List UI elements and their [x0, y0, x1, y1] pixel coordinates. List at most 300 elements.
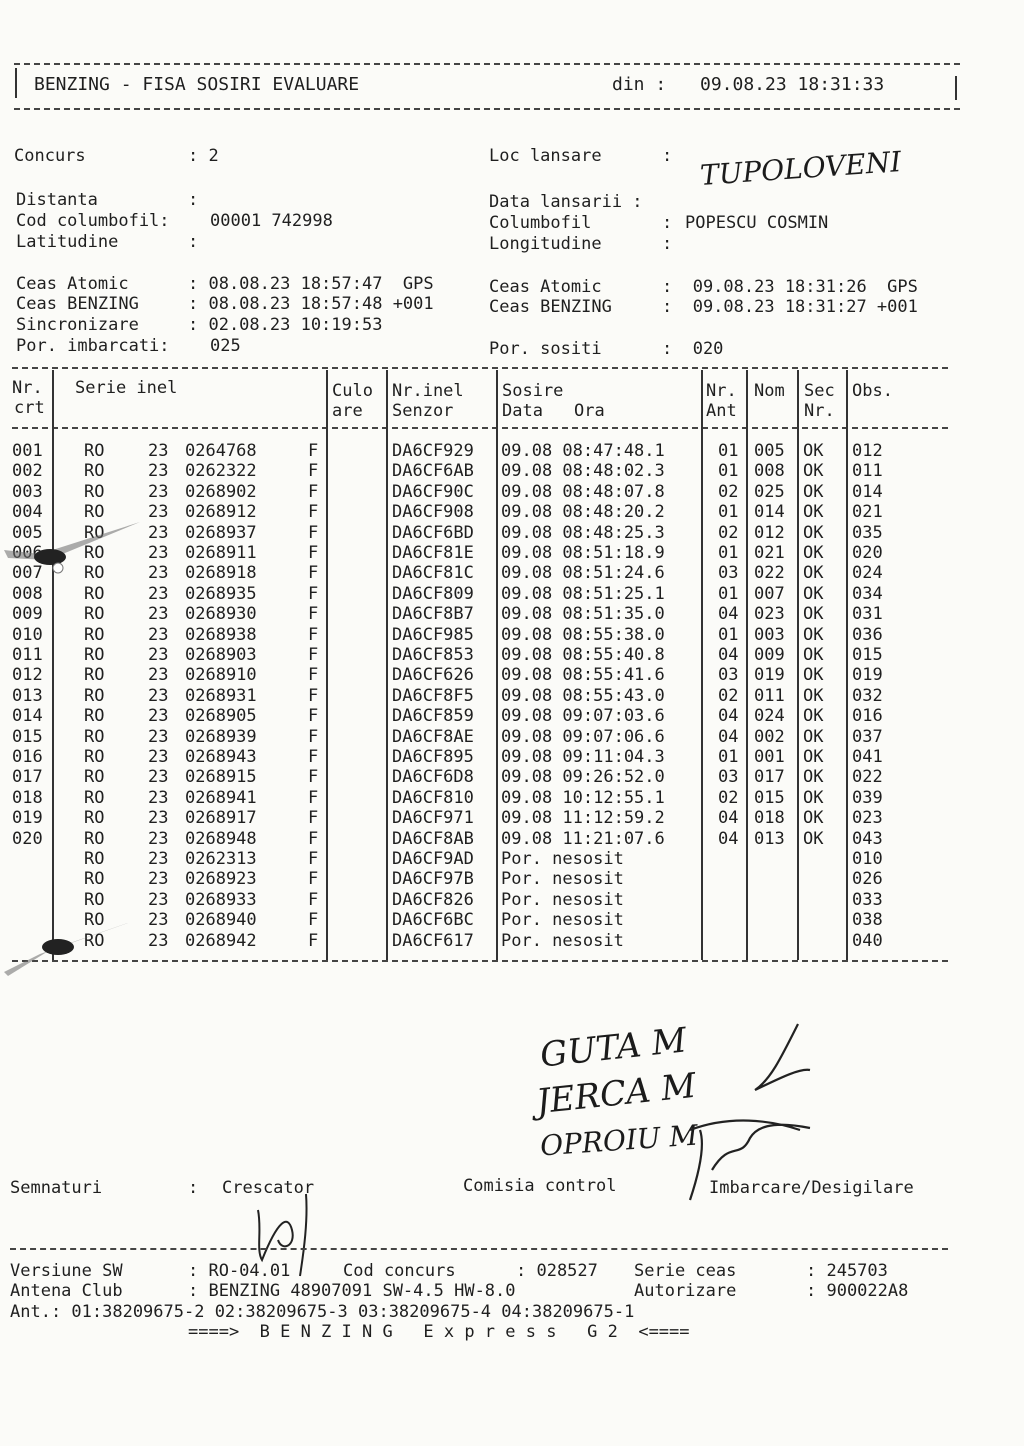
cell-year: 23: [148, 808, 169, 829]
cell-ring: 0268903: [185, 645, 257, 665]
cell-ant: 03: [718, 665, 739, 686]
serie-ceas-value: : 245703: [806, 1261, 888, 1281]
cell-sec: OK: [803, 808, 824, 829]
columbofil-value: POPESCU COSMIN: [685, 213, 829, 233]
cell-country: RO: [84, 645, 105, 665]
cell-sensor: DA6CF8AE: [392, 726, 474, 747]
cell-crt: 002: [12, 461, 43, 482]
th-ora: Ora: [574, 401, 605, 421]
th-are: are: [332, 401, 363, 421]
cell-sensor: DA6CF859: [392, 706, 474, 727]
cell-ring: 0268918: [185, 563, 257, 584]
cell-nom: 023: [754, 604, 785, 625]
table-row: [0, 829, 1024, 849]
cell-arrival: Por. nesosit: [501, 869, 624, 890]
table-row: [0, 788, 1024, 808]
th-nr: Nr.: [12, 378, 43, 398]
cell-country: RO: [84, 665, 105, 686]
header-right-border: [955, 76, 957, 100]
cell-year: 23: [148, 522, 169, 543]
cell-obs: 034: [852, 583, 883, 604]
cell-country: RO: [84, 849, 105, 869]
cell-crt: 016: [12, 747, 43, 767]
crescator-label: Crescator: [222, 1178, 315, 1198]
cell-year: 23: [148, 889, 169, 910]
table-row: [0, 890, 1024, 910]
cell-crt: 014: [12, 706, 43, 727]
cell-sex: F: [308, 747, 319, 767]
cell-ant: 04: [718, 828, 739, 849]
cell-ring: 0268939: [185, 726, 257, 747]
cell-sec: OK: [803, 706, 824, 727]
cell-crt: 008: [12, 583, 43, 604]
loc-lansare-sep: :: [662, 146, 673, 166]
cell-country: RO: [84, 441, 105, 461]
cell-obs: 022: [852, 767, 883, 788]
cell-sensor: DA6CF895: [392, 747, 474, 767]
cell-country: RO: [84, 706, 105, 727]
cell-country: RO: [84, 502, 105, 523]
cell-ring: 0268935: [185, 583, 257, 604]
th-ant: Ant: [706, 401, 737, 421]
autorizare-value: : 900022A8: [806, 1281, 909, 1301]
cell-crt: 011: [12, 645, 43, 665]
cell-year: 23: [148, 461, 169, 482]
th-nr-inel: Nr.inel: [392, 381, 464, 401]
cell-crt: 007: [12, 563, 43, 584]
th-culo: Culo: [332, 381, 373, 401]
cell-country: RO: [84, 583, 105, 604]
report-date: 09.08.23 18:31:33: [700, 74, 885, 95]
cell-obs: 023: [852, 808, 883, 829]
cell-nom: 024: [754, 706, 785, 727]
th-sec-nr: Nr.: [804, 401, 835, 421]
cod-concurs-value: : 028527: [516, 1261, 598, 1281]
cell-year: 23: [148, 828, 169, 849]
cell-ant: 01: [718, 583, 739, 604]
cell-sec: OK: [803, 604, 824, 625]
table-top-rule: [12, 367, 948, 369]
ceas-atomic-end-label: Ceas Atomic: [489, 277, 602, 297]
ceas-atomic-start-label: Ceas Atomic: [16, 274, 129, 294]
th-obs: Obs.: [852, 381, 893, 401]
table-row: [0, 645, 1024, 665]
cell-nom: 022: [754, 563, 785, 584]
cell-ant: 01: [718, 502, 739, 523]
cell-crt: 020: [12, 828, 43, 849]
cell-nom: 009: [754, 645, 785, 665]
cell-country: RO: [84, 910, 105, 931]
cell-arrival: 09.08 09:26:52.0: [501, 767, 665, 788]
cell-year: 23: [148, 624, 169, 645]
cell-sex: F: [308, 910, 319, 931]
cell-year: 23: [148, 726, 169, 747]
cell-nom: 001: [754, 747, 785, 767]
cell-ant: 02: [718, 481, 739, 502]
table-row: [0, 706, 1024, 726]
autorizare-label: Autorizare: [634, 1281, 737, 1301]
handwritten-name-2: JERCA M: [534, 1065, 698, 1123]
cell-nom: 012: [754, 522, 785, 543]
antena-club-label: Antena Club: [10, 1281, 123, 1301]
cell-arrival: Por. nesosit: [501, 930, 624, 951]
cell-sex: F: [308, 665, 319, 686]
table-row: [0, 767, 1024, 787]
table-row: [0, 808, 1024, 828]
cell-country: RO: [84, 787, 105, 808]
cell-crt: 019: [12, 808, 43, 829]
distanta-label: Distanta: [16, 190, 98, 210]
handwritten-name-3: OPROIU M: [539, 1118, 700, 1163]
sincronizare-label: Sincronizare: [16, 315, 139, 335]
cell-sec: OK: [803, 767, 824, 788]
table-header-rule: [12, 427, 948, 429]
cell-sex: F: [308, 502, 319, 523]
cell-nom: 013: [754, 828, 785, 849]
cell-sensor: DA6CF81E: [392, 543, 474, 563]
cell-sec: OK: [803, 481, 824, 502]
cell-year: 23: [148, 604, 169, 625]
cell-sensor: DA6CF908: [392, 502, 474, 523]
cell-country: RO: [84, 930, 105, 951]
ceas-benzing-start-label: Ceas BENZING: [16, 294, 139, 314]
cell-year: 23: [148, 849, 169, 869]
cell-crt: 005: [12, 522, 43, 543]
cell-obs: 031: [852, 604, 883, 625]
cell-arrival: Por. nesosit: [501, 849, 624, 869]
cell-obs: 011: [852, 461, 883, 482]
cell-nom: 025: [754, 481, 785, 502]
cell-sec: OK: [803, 685, 824, 706]
cell-sec: OK: [803, 583, 824, 604]
cell-obs: 038: [852, 910, 883, 931]
cell-sensor: DA6CF6BC: [392, 910, 474, 931]
comisia-control-label: Comisia control: [463, 1176, 617, 1196]
cell-country: RO: [84, 889, 105, 910]
cell-arrival: 09.08 08:55:40.8: [501, 645, 665, 665]
ceas-benzing-end-value: : 09.08.23 18:31:27 +001: [662, 297, 918, 317]
table-row: [0, 665, 1024, 685]
cell-obs: 020: [852, 543, 883, 563]
cell-sec: OK: [803, 543, 824, 563]
cell-arrival: 09.08 10:12:55.1: [501, 787, 665, 808]
semnaturi-sep: :: [188, 1178, 199, 1198]
cell-sex: F: [308, 849, 319, 869]
cell-nom: 005: [754, 441, 785, 461]
cod-concurs-label: Cod concurs: [343, 1261, 456, 1281]
cell-ring: 0268931: [185, 685, 257, 706]
cell-arrival: 09.08 08:48:25.3: [501, 522, 665, 543]
cell-obs: 024: [852, 563, 883, 584]
cell-sensor: DA6CF8AB: [392, 828, 474, 849]
cell-obs: 032: [852, 685, 883, 706]
cell-year: 23: [148, 767, 169, 788]
cell-sensor: DA6CF8F5: [392, 685, 474, 706]
cell-sex: F: [308, 461, 319, 482]
cell-sec: OK: [803, 502, 824, 523]
seal-mark-bottom: [0, 914, 150, 984]
cell-obs: 040: [852, 930, 883, 951]
cell-arrival: Por. nesosit: [501, 889, 624, 910]
cell-arrival: 09.08 08:51:25.1: [501, 583, 665, 604]
cell-crt: 003: [12, 481, 43, 502]
cell-nom: 015: [754, 787, 785, 808]
cell-sensor: DA6CF853: [392, 645, 474, 665]
cell-obs: 026: [852, 869, 883, 890]
cell-year: 23: [148, 665, 169, 686]
cell-nom: 018: [754, 808, 785, 829]
cell-sex: F: [308, 930, 319, 951]
table-row: [0, 461, 1024, 481]
cell-sec: OK: [803, 747, 824, 767]
table-body: [0, 441, 1024, 961]
cell-country: RO: [84, 522, 105, 543]
th-serie-inel: Serie inel: [75, 378, 178, 398]
cell-crt: 010: [12, 624, 43, 645]
cell-sex: F: [308, 787, 319, 808]
cell-sex: F: [308, 706, 319, 727]
cell-sec: OK: [803, 665, 824, 686]
cell-country: RO: [84, 481, 105, 502]
cell-country: RO: [84, 685, 105, 706]
cell-nom: 019: [754, 665, 785, 686]
cell-year: 23: [148, 787, 169, 808]
cell-year: 23: [148, 747, 169, 767]
table-row: [0, 563, 1024, 583]
cell-country: RO: [84, 624, 105, 645]
cell-nom: 011: [754, 685, 785, 706]
benzing-brand-line: ====> B E N Z I N G E x p r e s s G 2 <====: [188, 1322, 690, 1342]
cell-country: RO: [84, 543, 105, 563]
header-bottom-rule: [14, 108, 960, 110]
cell-sex: F: [308, 481, 319, 502]
cell-crt: 015: [12, 726, 43, 747]
cell-sex: F: [308, 604, 319, 625]
cell-arrival: 09.08 08:47:48.1: [501, 441, 665, 461]
cell-sec: OK: [803, 828, 824, 849]
cell-sex: F: [308, 624, 319, 645]
cell-crt: 013: [12, 685, 43, 706]
cell-arrival: 09.08 08:48:07.8: [501, 481, 665, 502]
cell-sex: F: [308, 685, 319, 706]
cell-ant: 03: [718, 767, 739, 788]
cell-ring: 0268943: [185, 747, 257, 767]
table-row: [0, 625, 1024, 645]
cell-year: 23: [148, 645, 169, 665]
cell-ant: 03: [718, 563, 739, 584]
cell-crt: 012: [12, 665, 43, 686]
columbofil-label: Columbofil: [489, 213, 592, 233]
cell-ring: 0268941: [185, 787, 257, 808]
cell-ant: 01: [718, 624, 739, 645]
loc-lansare-handwritten: TUPOLOVENI: [699, 145, 903, 192]
cell-sensor: DA6CF6BD: [392, 522, 474, 543]
table-row: [0, 727, 1024, 747]
cell-sensor: DA6CF826: [392, 889, 474, 910]
cell-arrival: 09.08 08:55:38.0: [501, 624, 665, 645]
cell-ant: 01: [718, 747, 739, 767]
longitudine-label: Longitudine: [489, 234, 602, 254]
cell-nom: 002: [754, 726, 785, 747]
report-title: BENZING - FISA SOSIRI EVALUARE: [34, 74, 360, 95]
cell-arrival: 09.08 08:55:43.0: [501, 685, 665, 706]
cell-arrival: 09.08 08:48:02.3: [501, 461, 665, 482]
cod-columbofil-value: 00001 742998: [210, 211, 333, 231]
imbarcare-label: Imbarcare/Desigilare: [709, 1178, 914, 1198]
cell-sensor: DA6CF809: [392, 583, 474, 604]
cell-sec: OK: [803, 726, 824, 747]
cell-sec: OK: [803, 645, 824, 665]
table-row: [0, 686, 1024, 706]
data-lansarii-label: Data lansarii :: [489, 192, 643, 212]
cell-ring: 0268938: [185, 624, 257, 645]
cell-sensor: DA6CF90C: [392, 481, 474, 502]
cell-ant: 04: [718, 808, 739, 829]
cell-obs: 015: [852, 645, 883, 665]
concurs-label: Concurs: [14, 146, 86, 166]
cell-country: RO: [84, 828, 105, 849]
cell-obs: 035: [852, 522, 883, 543]
cell-sensor: DA6CF626: [392, 665, 474, 686]
cell-arrival: 09.08 08:55:41.6: [501, 665, 665, 686]
cell-country: RO: [84, 808, 105, 829]
cell-arrival: 09.08 08:51:24.6: [501, 563, 665, 584]
por-sositi-value: : 020: [662, 339, 724, 359]
table-row: [0, 910, 1024, 930]
ceas-benzing-end-label: Ceas BENZING: [489, 297, 612, 317]
cell-nom: 008: [754, 461, 785, 482]
antenna-serials: Ant.: 01:38209675-2 02:38209675-3 03:38209675-4 04:38209675-1: [10, 1302, 635, 1322]
cell-obs: 019: [852, 665, 883, 686]
th-sec: Sec: [804, 381, 835, 401]
cell-sensor: DA6CF985: [392, 624, 474, 645]
table-row: [0, 543, 1024, 563]
ceas-atomic-end-value: : 09.08.23 18:31:26 GPS: [662, 277, 918, 297]
th-nr-ant: Nr.: [706, 381, 737, 401]
cell-ring: 0268930: [185, 604, 257, 625]
cell-year: 23: [148, 583, 169, 604]
cell-ring: 0268917: [185, 808, 257, 829]
cell-sensor: DA6CF929: [392, 441, 474, 461]
cell-obs: 039: [852, 787, 883, 808]
cell-arrival: 09.08 09:11:04.3: [501, 747, 665, 767]
cell-sex: F: [308, 726, 319, 747]
cell-crt: 018: [12, 787, 43, 808]
cell-sec: OK: [803, 624, 824, 645]
table-row: [0, 849, 1024, 869]
longitudine-sep: :: [662, 234, 673, 254]
cell-sec: OK: [803, 522, 824, 543]
sincronizare-value: : 02.08.23 10:19:53: [188, 315, 383, 335]
cell-sex: F: [308, 828, 319, 849]
cell-country: RO: [84, 604, 105, 625]
cell-year: 23: [148, 502, 169, 523]
cell-ant: 01: [718, 461, 739, 482]
cod-columbofil-label: Cod columbofil:: [16, 211, 170, 231]
cell-ant: 04: [718, 706, 739, 727]
cell-arrival: 09.08 11:21:07.6: [501, 828, 665, 849]
cell-year: 23: [148, 706, 169, 727]
ceas-benzing-start-value: : 08.08.23 18:57:48 +001: [188, 294, 434, 314]
cell-arrival: 09.08 08:48:20.2: [501, 502, 665, 523]
latitudine-sep: :: [188, 232, 199, 252]
th-nom: Nom: [754, 381, 785, 401]
cell-sensor: DA6CF971: [392, 808, 474, 829]
cell-sex: F: [308, 645, 319, 665]
cell-sex: F: [308, 869, 319, 890]
cell-sec: OK: [803, 563, 824, 584]
cell-year: 23: [148, 481, 169, 502]
table-row: [0, 869, 1024, 889]
cell-country: RO: [84, 747, 105, 767]
table-row: [0, 604, 1024, 624]
cell-country: RO: [84, 563, 105, 584]
cell-ring: 0262313: [185, 849, 257, 869]
cell-obs: 036: [852, 624, 883, 645]
cell-arrival: 09.08 08:51:35.0: [501, 604, 665, 625]
concurs-value: : 2: [188, 146, 219, 166]
report-date-label: din :: [612, 74, 667, 95]
cell-year: 23: [148, 869, 169, 890]
latitudine-label: Latitudine: [16, 232, 119, 252]
cell-sex: F: [308, 441, 319, 461]
th-sosire: Sosire: [502, 381, 564, 401]
cell-ring: 0264768: [185, 441, 257, 461]
cell-sex: F: [308, 889, 319, 910]
table-row: [0, 523, 1024, 543]
cell-sensor: DA6CF9AD: [392, 849, 474, 869]
loc-lansare-label: Loc lansare: [489, 146, 602, 166]
handwritten-name-1: GUTA M: [538, 1020, 689, 1076]
cell-ring: 0268942: [185, 930, 257, 951]
cell-crt: 004: [12, 502, 43, 523]
cell-country: RO: [84, 767, 105, 788]
cell-ant: 02: [718, 685, 739, 706]
table-row: [0, 747, 1024, 767]
cell-sensor: DA6CF6D8: [392, 767, 474, 788]
cell-ring: 0268940: [185, 910, 257, 931]
cell-obs: 037: [852, 726, 883, 747]
cell-year: 23: [148, 441, 169, 461]
footer-rule: [10, 1248, 948, 1250]
cell-sensor: DA6CF97B: [392, 869, 474, 890]
cell-obs: 021: [852, 502, 883, 523]
cell-ring: 0268915: [185, 767, 257, 788]
cell-sec: OK: [803, 787, 824, 808]
table-row: [0, 502, 1024, 522]
por-imbarcati-value: 025: [210, 336, 241, 356]
columbofil-sep: :: [662, 213, 673, 233]
cell-sex: F: [308, 522, 319, 543]
cell-ring: 0268933: [185, 889, 257, 910]
cell-crt: 017: [12, 767, 43, 788]
cell-obs: 041: [852, 747, 883, 767]
cell-arrival: 09.08 09:07:03.6: [501, 706, 665, 727]
cell-sex: F: [308, 808, 319, 829]
antena-club-value: : BENZING 48907091 SW-4.5 HW-8.0: [188, 1281, 516, 1301]
cell-obs: 033: [852, 889, 883, 910]
cell-country: RO: [84, 726, 105, 747]
distanta-sep: :: [188, 190, 199, 210]
cell-sec: OK: [803, 461, 824, 482]
cell-year: 23: [148, 543, 169, 563]
table-row: [0, 931, 1024, 951]
serie-ceas-label: Serie ceas: [634, 1261, 737, 1281]
seal-mark-top: [0, 512, 150, 582]
cell-obs: 016: [852, 706, 883, 727]
cell-ant: 01: [718, 543, 739, 563]
table-row: [0, 441, 1024, 461]
